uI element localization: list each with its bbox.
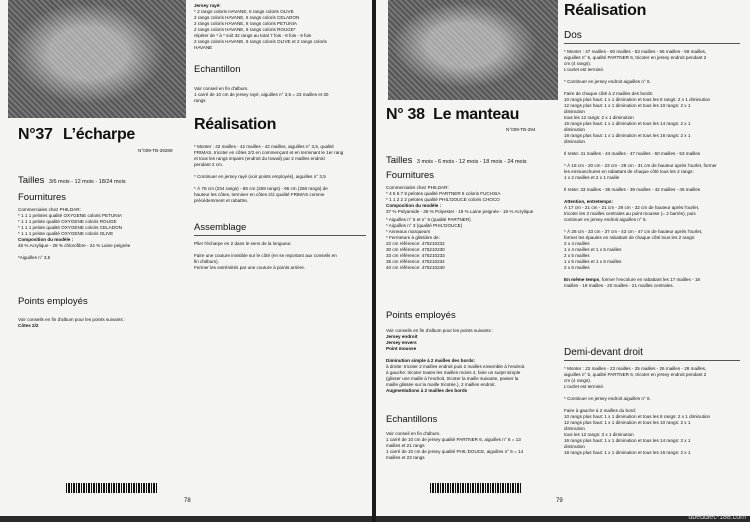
watermark: ubeddlec-188.com	[688, 514, 746, 521]
right-echantillons-title: Echantillons	[386, 414, 438, 425]
left-title	[18, 126, 135, 144]
left-echantillon-text: Voir conseil en fin d'album. 1 carré de 10 cm de jersey rayé, aiguilles n° 3,5 = 23 mailles et 30 rangs	[194, 86, 329, 103]
right-barcode	[430, 483, 522, 493]
left-points-text: Voir conseils en fin d'album pour les points suivants : Côtes 2/2	[18, 317, 126, 328]
right-tailles: Tailles 3 mois - 6 mois - 12 mois - 18 mois - 24 mois	[386, 155, 527, 166]
left-tailles: Tailles 3/6 mois - 12 mois - 18/24 mois	[18, 175, 126, 186]
demi-devant-rule	[564, 360, 740, 361]
dos-title: Dos	[564, 30, 582, 41]
dos-rule	[564, 43, 740, 44]
left-fournitures-list: Commerciales chez PHILDAR: * 1 1 1 pelotes qualité OXYGENE coloris PETUNIA * 1 1 1 pelote qualité OXYGENE coloris ROUGE * 1 1 1 pelote qualité OXYGENE coloris CELADON * 1 1 1 pelote qualité OXYGENE coloris OLIVE Composition du modèle : 48 % Acrylique - 28 % chlorofibre - 24 % Laine peignée *Aiguilles n° 3,5	[18, 207, 131, 260]
left-assemblage-text: Plier l'écharpe en 2 dans le sens de la longueur. Faire une couture invisible sur le côté (en se reportant aux conseils en fin d'album). Fermer les extrémités par une couture à points arrière.	[194, 241, 337, 270]
left-fournitures-title: Fournitures	[18, 192, 67, 203]
left-barcode	[66, 483, 158, 493]
pattern-number: N°37	[18, 126, 53, 143]
baby-scarf-photo	[8, 0, 186, 118]
left-realisation-title: Réalisation	[194, 116, 277, 133]
demi-devant-text: * Monter : 22 mailles - 23 mailles - 25 mailles - 26 mailles - 28 mailles, aiguilles n° 5, qualité PARTNER 6, tricoter en jersey endroit pendant 2 cm (4 rangs). L'ourlet est terminé. * Continuer en jersey endroit aiguilles n° 6. Faire à gauche à 2 mailles du bord: 10 rangs plus haut: 1 x 1 diminution et tous les 8 rangs: 2 x 1 diminution 12 rangs plus haut: 1 x 1 diminution et tous les 10 rangs: 2 x 1 diminution tous les 12 rangs: 3 x 1 diminution 16 rangs plus haut: 1 x 1 diminution et tous les 14 rangs: 2 x 1 diminution 18 rangs plus haut: 1 x 1 diminution et tous les 16 rangs: 2 x 1	[564, 366, 711, 455]
left-realisation-text: * Monter : 42 mailles - 42 mailles - 42 mailles, aiguilles n° 3,5, qualité FRIMAS, tricoter en côtes 2/2 en commençant et en terminant le 1er rang et tous les rangs impairs (endroit du travail) par 2 mailles endroit pendant 2 cm. * Continuer en jersey rayé (voir points employés), aiguilles n° 3,5 * À 78 cm (234 rangs) - 86 cm (258 rangs) - 96 cm (258 rangs) de hauteur les côtes, terminer en côtes 2/2 qualité FRIMAS comme précédemment et rabattre.	[194, 144, 344, 203]
pattern-title: L’écharpe	[63, 126, 136, 143]
left-points-title: Points employés	[18, 296, 88, 307]
child-coat-photo	[388, 0, 558, 100]
right-fournitures-list: Commerciales chez PHILDAR: * 4 5 6 7 8 pelotes qualité PARTNER 6 coloris FUCHSIA * 1 1 2 2 2 pelotes qualité PHIL'DOUCE coloris CHOCO Composition du modèle : 37 % Polyamide - 35 % Polyester - 19 % Laine peignée - 19 % Acrylique * Aiguilles n° 5 et n° 6 (qualité PARTNER) * Aiguilles n° 3 (qualité PHIL'DOUCE) * Anneaux marqueurs * Fermeture à glissière de: 22 cm référence: 475210232 30 cm référence: 475210230 33 cm référence: 475210233 35 cm référence: 475210234 40 cm référence: 475210240	[386, 185, 534, 270]
right-points-title: Points employés	[386, 310, 456, 321]
left-page-number: 78	[184, 498, 191, 504]
pattern-ref: N°009-TB-29289	[138, 148, 173, 153]
right-pattern-ref: N°009-TB-294	[506, 127, 536, 132]
jersey-raye-block: Jersey rayé: * 2 rangs coloris HAVANE, 6 rangs coloris OLIVE 2 rangs coloris HAVANE, 6 rangs coloris CELADON 2 rangs coloris HAVANE, 6 rangs coloris PETUNIA 2 rangs coloris HAVANE, 6 rangs coloris ROUGE* répéter de * à * soit 32 rangs au total 7 fois - 8 fois - 9 fois 2 rangs coloris HAVANE, 6 rangs coloris OLIVE et 2 rangs coloris HAVANE	[194, 3, 327, 50]
left-assemblage-title: Assemblage	[194, 222, 247, 233]
right-echantillons-text: Voir conseil en fin d'album. 1 carré de 10 cm de jersey qualité PARTNER 6, aiguilles n° 6 = 13 mailles et 21 rangs 1 carré de 10 cm de jersey qualité PHIL'DOUCE, aiguilles n° 5 = 14 mailles et 23 rangs	[386, 431, 524, 460]
left-assemblage-rule	[194, 235, 366, 236]
right-fournitures-title: Fournitures	[386, 170, 435, 181]
right-points-text: Voir conseils en fin d'album pour les points suivants : Jersey endroit Jersey envers Point mousse Diminution simple à 2 mailles des bords: à droite: tricoter 2 mailles endroit puis 2 mailles ensemble à l'endroit. à gauche: tricoter toutes les mailles moins 4, faire un surjet simple (glisser une maille à l'endroit, tricoter la maille suivante, passer la maille glissée sur la maille tricotée.), 2 mailles endroit. Augmentations à 2 mailles des bords	[386, 328, 526, 393]
right-realisation-title: Réalisation	[564, 2, 647, 19]
right-title: N° 38 Le manteau	[386, 106, 520, 123]
demi-devant-title: Demi-devant droit	[564, 347, 643, 358]
right-page-number: 79	[556, 498, 563, 504]
left-echantillon-title: Echantillon	[194, 64, 241, 75]
dos-text: * Monter : 47 mailles - 50 mailles - 53 mailles - 56 mailles - 59 mailles, aiguilles n° 5, qualité PARTNER 6, tricoter en jersey endroit pendant 2 cm (4 rangs). L'ourlet est terminé. * Continuer en jersey endroit aiguilles n° 6. Faire de chaque côté à 2 mailles des bords: 10 rangs plus haut: 1 x 1 diminution et tous les 8 rangs: 2 x 1 diminution 12 rangs plus haut: 1 x 1 diminution et tous les 10 rangs: 2 x 1 diminution tous les 12 rangs: 2 x 1 diminution 16 rangs plus haut: 1 x 1 diminution et tous les 14 rangs: 2 x 1 diminution 18 rangs plus haut: 1 x 1 diminution et tous les 16 rangs: 2 x 1 diminution Il reste: 41 mailles - 44 mailles - 47 mailles - 50 mailles - 53 mailles * À 18 cm - 20 cm - 23 cm - 28 cm - 31 cm de hauteur après l'ourlet, former les emmanchures en rabattant de chaque côté tous les 2 rangs: 1 x 2 mailles et 2 x 1 maille Il reste: 33 mailles - 36 mailles - 39 mailles - 42 mailles - 45 mailles Attention, entretemps: À 17 cm - 21 cm - 21 cm - 29 cm - 32 cm de hauteur après l'ourlet, tricoter les 2 mailles centrales au point mousse (= 2 barrés), puis continuer en jersey endroit aiguilles n° 6. * À 28 cm - 33 cm - 37 cm - 43 cm - 47 cm de hauteur après l'ourlet, former les épaules en rabattant de chaque côté tous les 2 rangs: 2 x 4 mailles 1 x 4 mailles et 1 x 5 mailles 2 x 5 mailles 1 x 5 mailles et 1 x 6 mailles 2 x 6 mailles En même temps, former l'encolure en rabattant les 17 mailles - 18 mailles - 19 mailles - 20 mailles - 21 mailles centrales.	[564, 49, 717, 288]
